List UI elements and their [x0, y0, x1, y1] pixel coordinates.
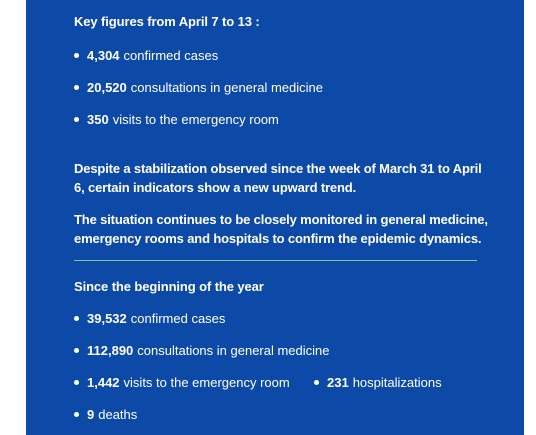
- weekly-item-consultations: [74, 80, 323, 95]
- key-figures-panel: [26, 0, 524, 435]
- yearly-item-emergency: [74, 375, 290, 390]
- yearly-cases-value: 39,532: [87, 311, 127, 326]
- bullet-icon: [74, 117, 79, 122]
- bullet-icon: [74, 412, 79, 417]
- bullet-icon: [314, 380, 319, 385]
- section-divider: [74, 260, 477, 261]
- bullet-icon: [74, 85, 79, 90]
- weekly-cases-value: 4,304: [87, 48, 120, 63]
- yearly-deaths-value: 9: [87, 407, 95, 422]
- yearly-hospitalizations-value: 231: [327, 375, 349, 390]
- bullet-icon: [74, 316, 79, 321]
- yearly-item-hospitalizations: [314, 375, 442, 390]
- yearly-item-consultations: [74, 343, 330, 358]
- yearly-cases-label: confirmed cases: [130, 311, 226, 326]
- yearly-emergency-label: visits to the emergency room: [123, 375, 290, 390]
- yearly-item-deaths: [74, 407, 137, 422]
- yearly-emergency-value: 1,442: [87, 375, 120, 390]
- yearly-consultations-value: 112,890: [87, 343, 134, 358]
- weekly-cases-label: confirmed cases: [123, 48, 219, 63]
- bullet-icon: [74, 380, 79, 385]
- yearly-deaths-label: deaths: [98, 407, 138, 422]
- trend-paragraph: Despite a stabilization observed since the week of March 31 to April 6, certain indicators show a new upward trend.: [74, 161, 482, 195]
- weekly-item-cases: [74, 48, 218, 63]
- bullet-icon: [74, 348, 79, 353]
- yearly-heading: Since the beginning of the year: [74, 279, 264, 294]
- weekly-consultations-label: consultations in general medicine: [130, 80, 323, 95]
- weekly-heading: Key figures from April 7 to 13 :: [74, 14, 260, 29]
- bullet-icon: [74, 53, 79, 58]
- weekly-consultations-value: 20,520: [87, 80, 127, 95]
- weekly-emergency-value: 350: [87, 112, 109, 127]
- monitoring-paragraph: The situation continues to be closely monitored in general medicine, emergency rooms and hospitals to confirm the epidemic dynamics.: [74, 212, 488, 246]
- weekly-item-emergency: [74, 112, 279, 127]
- yearly-consultations-label: consultations in general medicine: [137, 343, 330, 358]
- yearly-item-cases: [74, 311, 225, 326]
- yearly-hospitalizations-label: hospitalizations: [352, 375, 442, 390]
- weekly-emergency-label: visits to the emergency room: [112, 112, 279, 127]
